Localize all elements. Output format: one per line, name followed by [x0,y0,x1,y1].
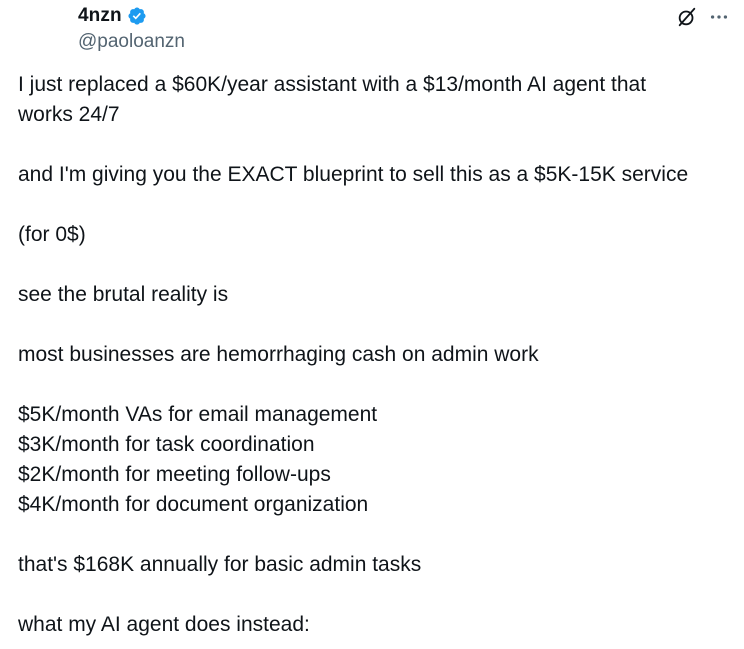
post-line: and I'm giving you the EXACT blueprint to sell this as a $5K-15K service [18,163,689,186]
post-line: what my AI agent does instead: [18,613,310,636]
post-line: see the brutal reality is [18,283,229,306]
post-line: most businesses are hemorrhaging cash on admin work [18,343,539,366]
line-gap [18,250,728,280]
line-gap [18,580,728,610]
post-line: (for 0$) [18,223,86,246]
author-block [78,4,185,53]
post-line: $2K/month for meeting follow-ups [18,463,331,486]
display-name[interactable]: 4nzn [78,5,122,26]
line-gap [18,310,728,340]
line-gap [18,130,728,160]
post-actions [676,6,730,28]
line-gap [18,370,728,400]
post-line: I just replaced a $60K/year assistant with a $13/month AI agent that [18,73,647,96]
name-row [78,4,185,28]
handle[interactable]: @paoloanzn [78,31,185,52]
post-line: $3K/month for task coordination [18,433,315,456]
grok-icon[interactable] [676,6,698,28]
line-gap [18,520,728,550]
post-line: works 24/7 [18,103,120,126]
post-line: $4K/month for document organization [18,493,369,516]
post-text [18,70,728,640]
post-line: that's $168K annually for basic admin tasks [18,553,422,576]
more-icon[interactable] [708,6,730,28]
line-gap [18,190,728,220]
post-line: $5K/month VAs for email management [18,403,378,426]
verified-badge-icon[interactable] [127,6,147,26]
